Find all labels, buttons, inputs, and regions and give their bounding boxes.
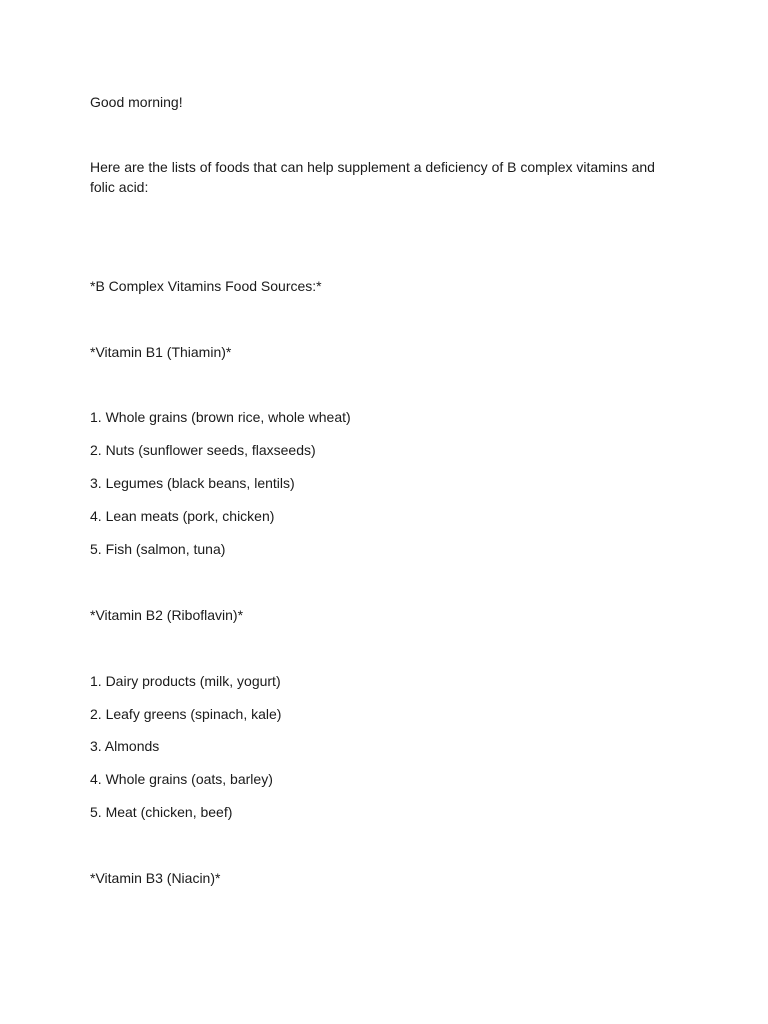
list-item: 2. Leafy greens (spinach, kale)	[90, 706, 282, 722]
greeting-text: Good morning!	[90, 94, 183, 110]
vitamin-b2-heading: *Vitamin B2 (Riboflavin)*	[90, 607, 244, 623]
list-item: 5. Fish (salmon, tuna)	[90, 541, 226, 557]
section-heading: *B Complex Vitamins Food Sources:*	[90, 278, 322, 294]
list-item: 4. Whole grains (oats, barley)	[90, 771, 273, 787]
list-item: 3. Almonds	[90, 738, 160, 754]
list-item: 1. Dairy products (milk, yogurt)	[90, 673, 281, 689]
list-item: 5. Meat (chicken, beef)	[90, 804, 233, 820]
list-item: 3. Legumes (black beans, lentils)	[90, 475, 295, 491]
vitamin-b3-heading: *Vitamin B3 (Niacin)*	[90, 870, 221, 886]
vitamin-b1-heading: *Vitamin B1 (Thiamin)*	[90, 344, 232, 360]
list-item: 1. Whole grains (brown rice, whole wheat)	[90, 409, 351, 425]
list-item: 2. Nuts (sunflower seeds, flaxseeds)	[90, 442, 316, 458]
intro-paragraph: Here are the lists of foods that can help supplement a deficiency of B complex vitamins and folic acid:	[90, 159, 655, 195]
list-item: 4. Lean meats (pork, chicken)	[90, 508, 275, 524]
